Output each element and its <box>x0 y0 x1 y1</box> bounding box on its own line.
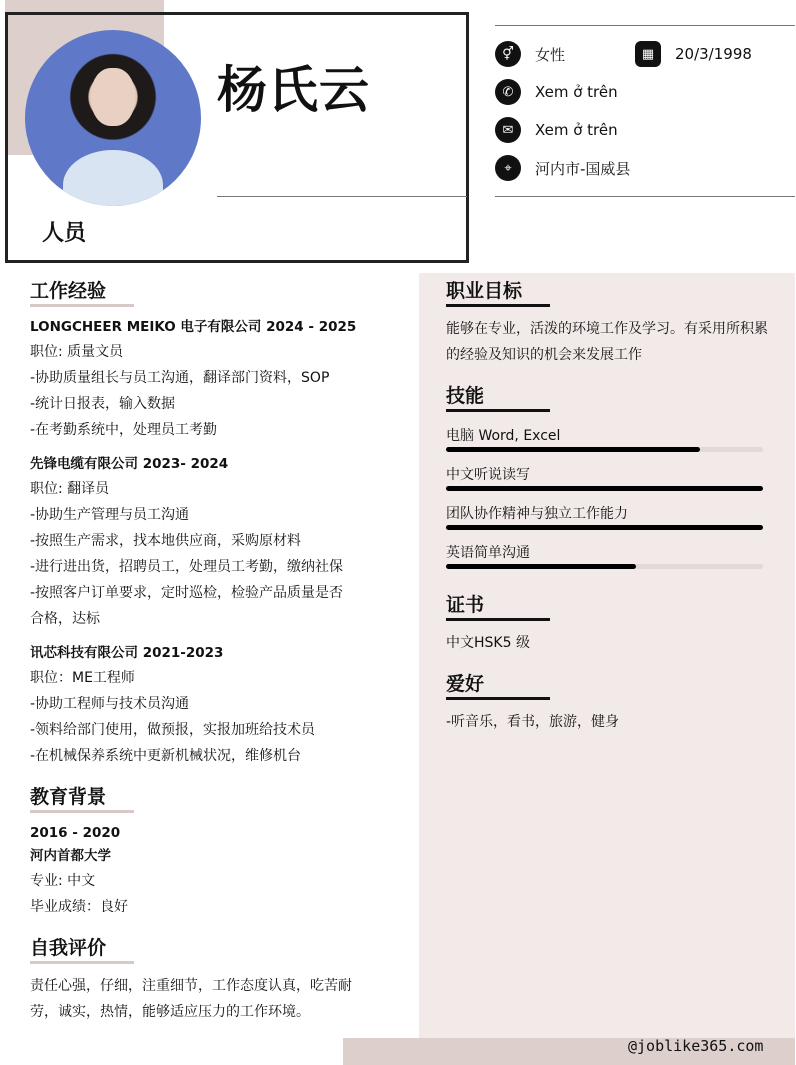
experience-title: 工作经验 <box>30 280 107 302</box>
phone-icon: ✆ <box>495 79 521 105</box>
email-value: Xem ở trên <box>535 121 618 139</box>
job-line: -按照客户订单要求，定时巡检，检验产品质量是否 <box>30 585 344 601</box>
job-line: -协助质量组长与员工沟通，翻译部门资料，SOP <box>30 370 330 386</box>
skills-title: 技能 <box>446 385 485 407</box>
contact-phone <box>495 79 618 105</box>
skill-bar <box>446 486 763 491</box>
photo-shirt <box>63 150 163 206</box>
skill-bar <box>446 525 763 530</box>
hobby-item: -听音乐，看书，旅游，健身 <box>446 714 620 730</box>
certificates-underline <box>446 618 550 621</box>
education-underline <box>30 810 134 813</box>
contact-dob <box>635 41 752 67</box>
contact-address <box>495 155 630 181</box>
job-line: -协助生产管理与员工沟通 <box>30 507 190 523</box>
objective-line: 的经验及知识的机会来发展工作 <box>446 347 642 363</box>
education-school: 河内首都大学 <box>30 848 111 864</box>
candidate-role: 人员 <box>42 221 87 246</box>
contact-divider-bottom <box>495 196 795 197</box>
experience-underline <box>30 304 134 307</box>
self-eval-line: 责任心强，仔细，注重细节，工作态度认真，吃苦耐 <box>30 978 352 994</box>
dob-value: 20/3/1998 <box>675 45 752 63</box>
skill-label: 中文听说读写 <box>446 467 530 483</box>
skill-bar <box>446 447 763 452</box>
footer-watermark: @joblike365.com <box>628 1037 764 1055</box>
education-title: 教育背景 <box>30 786 107 808</box>
education-period: 2016 - 2020 <box>30 825 121 841</box>
job-line: -在机械保养系统中更新机械状况，维修机台 <box>30 748 302 764</box>
mail-icon: ✉ <box>495 117 521 143</box>
skills-underline <box>446 409 550 412</box>
phone-value: Xem ở trên <box>535 83 618 101</box>
education-major: 专业: 中文 <box>30 873 96 889</box>
contact-gender <box>495 41 565 67</box>
self-eval-underline <box>30 961 134 964</box>
photo-face <box>91 68 135 126</box>
calendar-icon: ▦ <box>635 41 661 67</box>
skill-bar-fill <box>446 486 763 491</box>
job-line: -按照生产需求，找本地供应商，采购原材料 <box>30 533 302 549</box>
gender-value: 女性 <box>535 45 566 64</box>
job-heading: LONGCHEER MEIKO 电子有限公司 2024 - 2025 <box>30 319 357 335</box>
candidate-name: 杨氏云 <box>217 61 370 119</box>
objective-title: 职业目标 <box>446 280 523 302</box>
objective-line: 能够在专业，活泼的环境工作及学习。有采用所积累 <box>446 321 768 337</box>
header-divider <box>217 196 467 197</box>
job-line: -协助工程师与技术员沟通 <box>30 696 190 712</box>
hobbies-title: 爱好 <box>446 673 485 695</box>
skill-label: 电脑 Word, Excel <box>446 428 561 444</box>
skill-label: 团队协作精神与独立工作能力 <box>446 506 628 522</box>
skill-bar-fill <box>446 564 636 569</box>
gender-icon: ⚥ <box>495 41 521 67</box>
job-line: 职位：ME工程师 <box>30 670 135 686</box>
profile-photo <box>25 30 201 206</box>
job-line: -领料给部门使用，做预报，实报加班给技术员 <box>30 722 316 738</box>
hobbies-underline <box>446 697 550 700</box>
job-line: 职位: 翻译员 <box>30 481 110 497</box>
self-eval-title: 自我评价 <box>30 937 107 959</box>
skill-bar-fill <box>446 447 700 452</box>
job-heading: 先锋电缆有限公司 2023- 2024 <box>30 456 229 472</box>
certificates-title: 证书 <box>446 594 485 616</box>
skill-bar <box>446 564 763 569</box>
job-line: -统计日报表，输入数据 <box>30 396 176 412</box>
skill-bar-fill <box>446 525 763 530</box>
education-grade: 毕业成绩：良好 <box>30 899 128 915</box>
job-heading: 讯芯科技有限公司 2021-2023 <box>30 645 224 661</box>
contact-divider-top <box>495 25 795 26</box>
job-line: 合格，达标 <box>30 611 100 627</box>
job-line: 职位: 质量文员 <box>30 344 124 360</box>
contact-email <box>495 117 618 143</box>
self-eval-line: 劳，诚实，热情，能够适应压力的工作环境。 <box>30 1004 310 1020</box>
location-icon: ⌖ <box>495 155 521 181</box>
certificate-item: 中文HSK5 级 <box>446 635 530 651</box>
job-line: -在考勤系统中，处理员工考勤 <box>30 422 218 438</box>
skill-label: 英语简单沟通 <box>446 545 530 561</box>
job-line: -进行进出货，招聘员工，处理员工考勤，缴纳社保 <box>30 559 344 575</box>
objective-underline <box>446 304 550 307</box>
address-value: 河内市-国威县 <box>535 159 631 178</box>
